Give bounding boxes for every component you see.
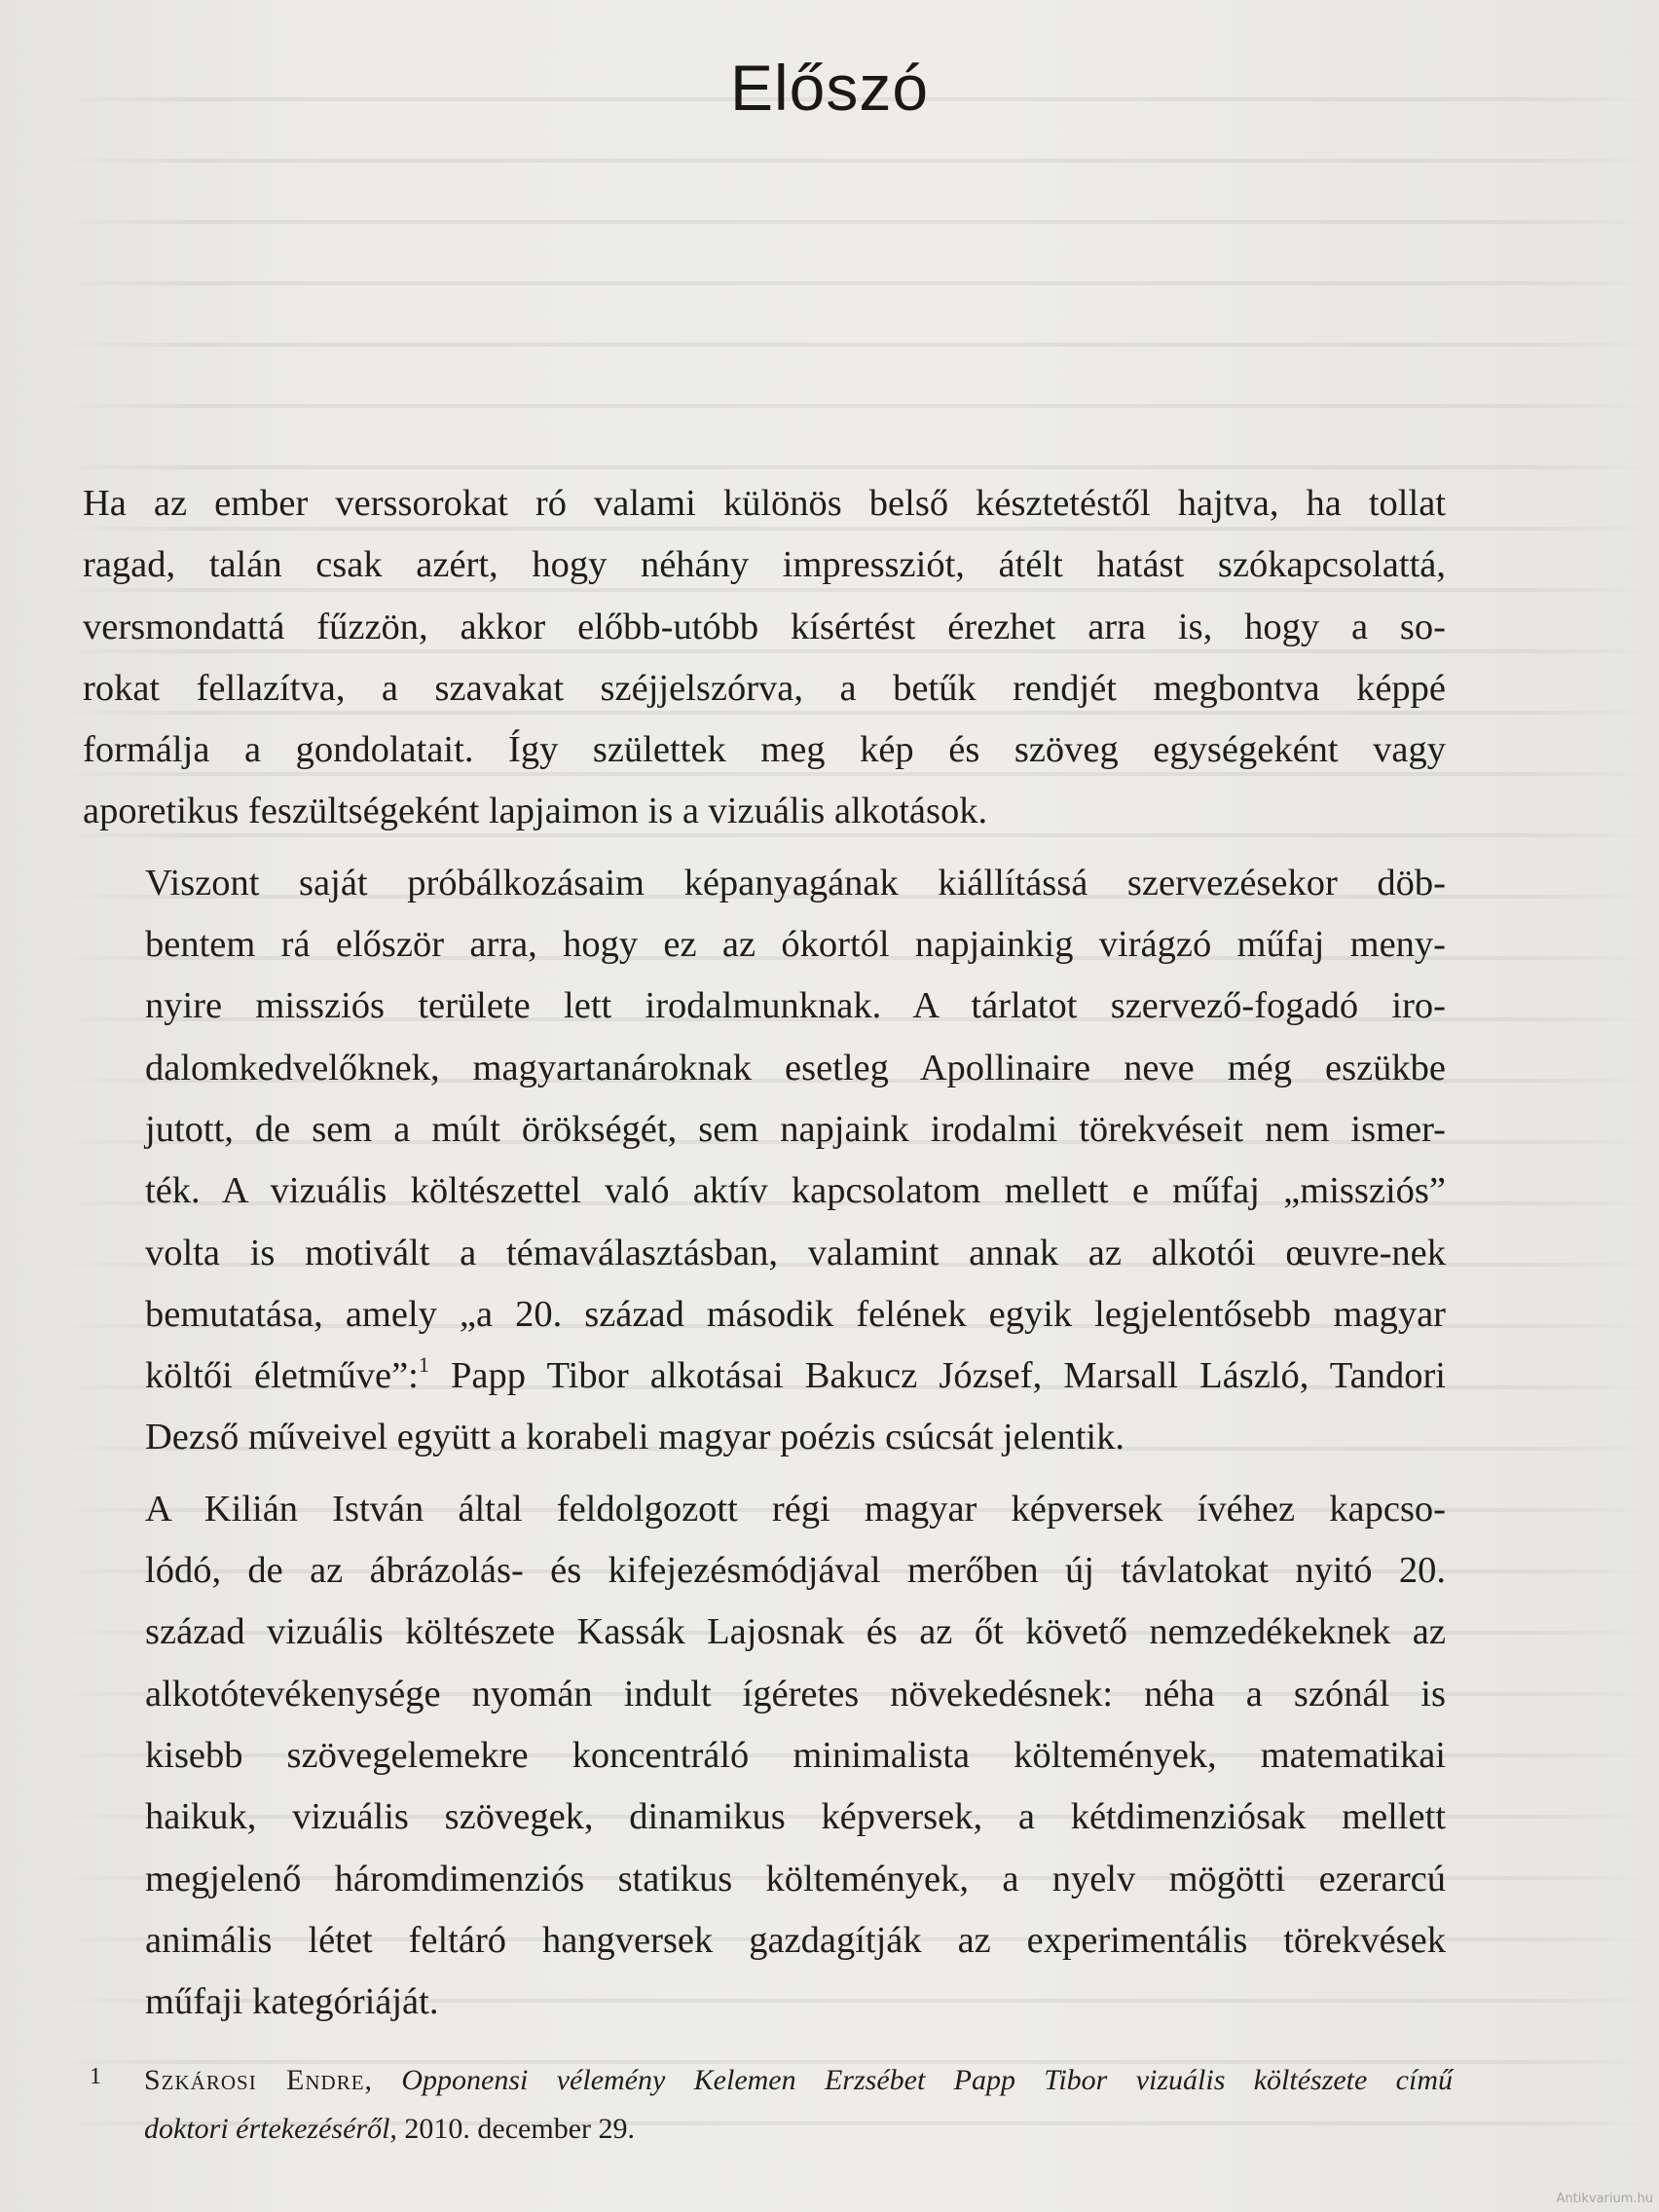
page-title: Előszó <box>729 52 930 124</box>
footnote-line <box>144 2056 1453 2105</box>
footnote-author: Szkárosi Endre, <box>144 2064 374 2096</box>
text-line: bentem rá először arra, hogy ez az ókortól napjainkig virágzó műfaj meny- <box>145 924 1446 966</box>
text-line: aporetikus feszültségeként lapjaimon is a vizuális alkotások. <box>83 791 988 832</box>
footnote-title-cont: doktori értekezéséről, <box>144 2113 397 2145</box>
text-line: bemutatása, amely „a 20. század második felének egyik legjelentősebb magyar <box>145 1293 1446 1335</box>
text-line: nyire missziós területe lett irodalmunknak. A tárlatot szervező-fogadó iro- <box>145 985 1446 1027</box>
text-line: ték. A vizuális költészettel való aktív kapcsolatom mellett e műfaj „missziós” <box>145 1170 1446 1212</box>
paragraph-2 <box>83 853 1446 1469</box>
text-line: Dezső műveivel együtt a korabeli magyar poézis csúcsát jelentik. <box>145 1417 1125 1458</box>
text-line: kisebb szövegelemekre koncentráló minimalista költemények, matematikai <box>145 1734 1446 1776</box>
text-line-with-footnote <box>83 1346 1446 1407</box>
text-line: rokat fellazítva, a szavakat széjjelszórva, a betűk rendjét megbontva képpé <box>83 667 1446 709</box>
footnote-line <box>144 2105 1453 2154</box>
paragraph-3 <box>83 1479 1446 2034</box>
text-line: formálja a gondolatait. Így születtek meg kép és szöveg egységeként vagy <box>83 729 1446 771</box>
main-text <box>83 473 1446 2043</box>
footnote-reference[interactable]: 1 <box>418 1352 429 1378</box>
text-line: alkotótevékenysége nyomán indult ígéretes növekedésnek: néha a szónál is <box>145 1673 1446 1714</box>
text-line: dalomkedvelőknek, magyartanároknak esetleg Apollinaire neve még eszükbe <box>145 1047 1446 1088</box>
text-fragment: költői életműve”: <box>145 1355 419 1397</box>
paragraph-1 <box>83 473 1446 843</box>
text-line: jutott, de sem a múlt örökségét, sem napjaink irodalmi törekvéseit nem ismer- <box>145 1108 1446 1150</box>
text-line: megjelenő háromdimenziós statikus költemények, a nyelv mögötti ezerarcú <box>145 1858 1446 1899</box>
footnote-date: 2010. december 29. <box>396 2113 636 2145</box>
footnote-number: 1 <box>90 2064 101 2089</box>
text-line: haikuk, vizuális szövegek, dinamikus képversek, a kétdimenziósak mellett <box>145 1796 1446 1838</box>
footnote-body <box>144 2056 1453 2154</box>
text-line: versmondattá fűzzön, akkor előbb-utóbb kísértést érezhet arra is, hogy a so- <box>83 606 1446 647</box>
text-line: Ha az ember verssorokat ró valami különös belső késztetéstől hajtva, ha tollat <box>83 483 1446 524</box>
text-line: ragad, talán csak azért, hogy néhány impressziót, átélt hatást szókapcsolattá, <box>83 544 1446 586</box>
footnote-title: Opponensi vélemény Kelemen Erzsébet Papp Tibor vizuális költészete című <box>401 2064 1453 2096</box>
text-line: volta is motivált a témaválasztásban, valamint annak az alkotói œuvre-nek <box>145 1232 1446 1273</box>
text-line: animális létet feltáró hangversek gazdagítják az experimentális törekvések <box>145 1919 1446 1961</box>
watermark: Antikvarium.hu <box>1556 2192 1653 2206</box>
text-line: század vizuális költészete Kassák Lajosnak és az őt követő nemzedékeknek az <box>145 1611 1446 1653</box>
text-line: lódó, de az ábrázolás- és kifejezésmódjával merőben új távlatokat nyitó 20. <box>145 1550 1446 1592</box>
text-fragment: Papp Tibor alkotásai Bakucz József, Marsall László, Tandori <box>428 1355 1446 1397</box>
text-line: műfaji kategóriáját. <box>145 1981 439 2023</box>
text-line: Viszont saját próbálkozásaim képanyagának kiállítássá szervezésekor döb- <box>145 862 1446 903</box>
text-line: A Kilián István által feldolgozott régi magyar képversek ívéhez kapcso- <box>145 1488 1446 1530</box>
